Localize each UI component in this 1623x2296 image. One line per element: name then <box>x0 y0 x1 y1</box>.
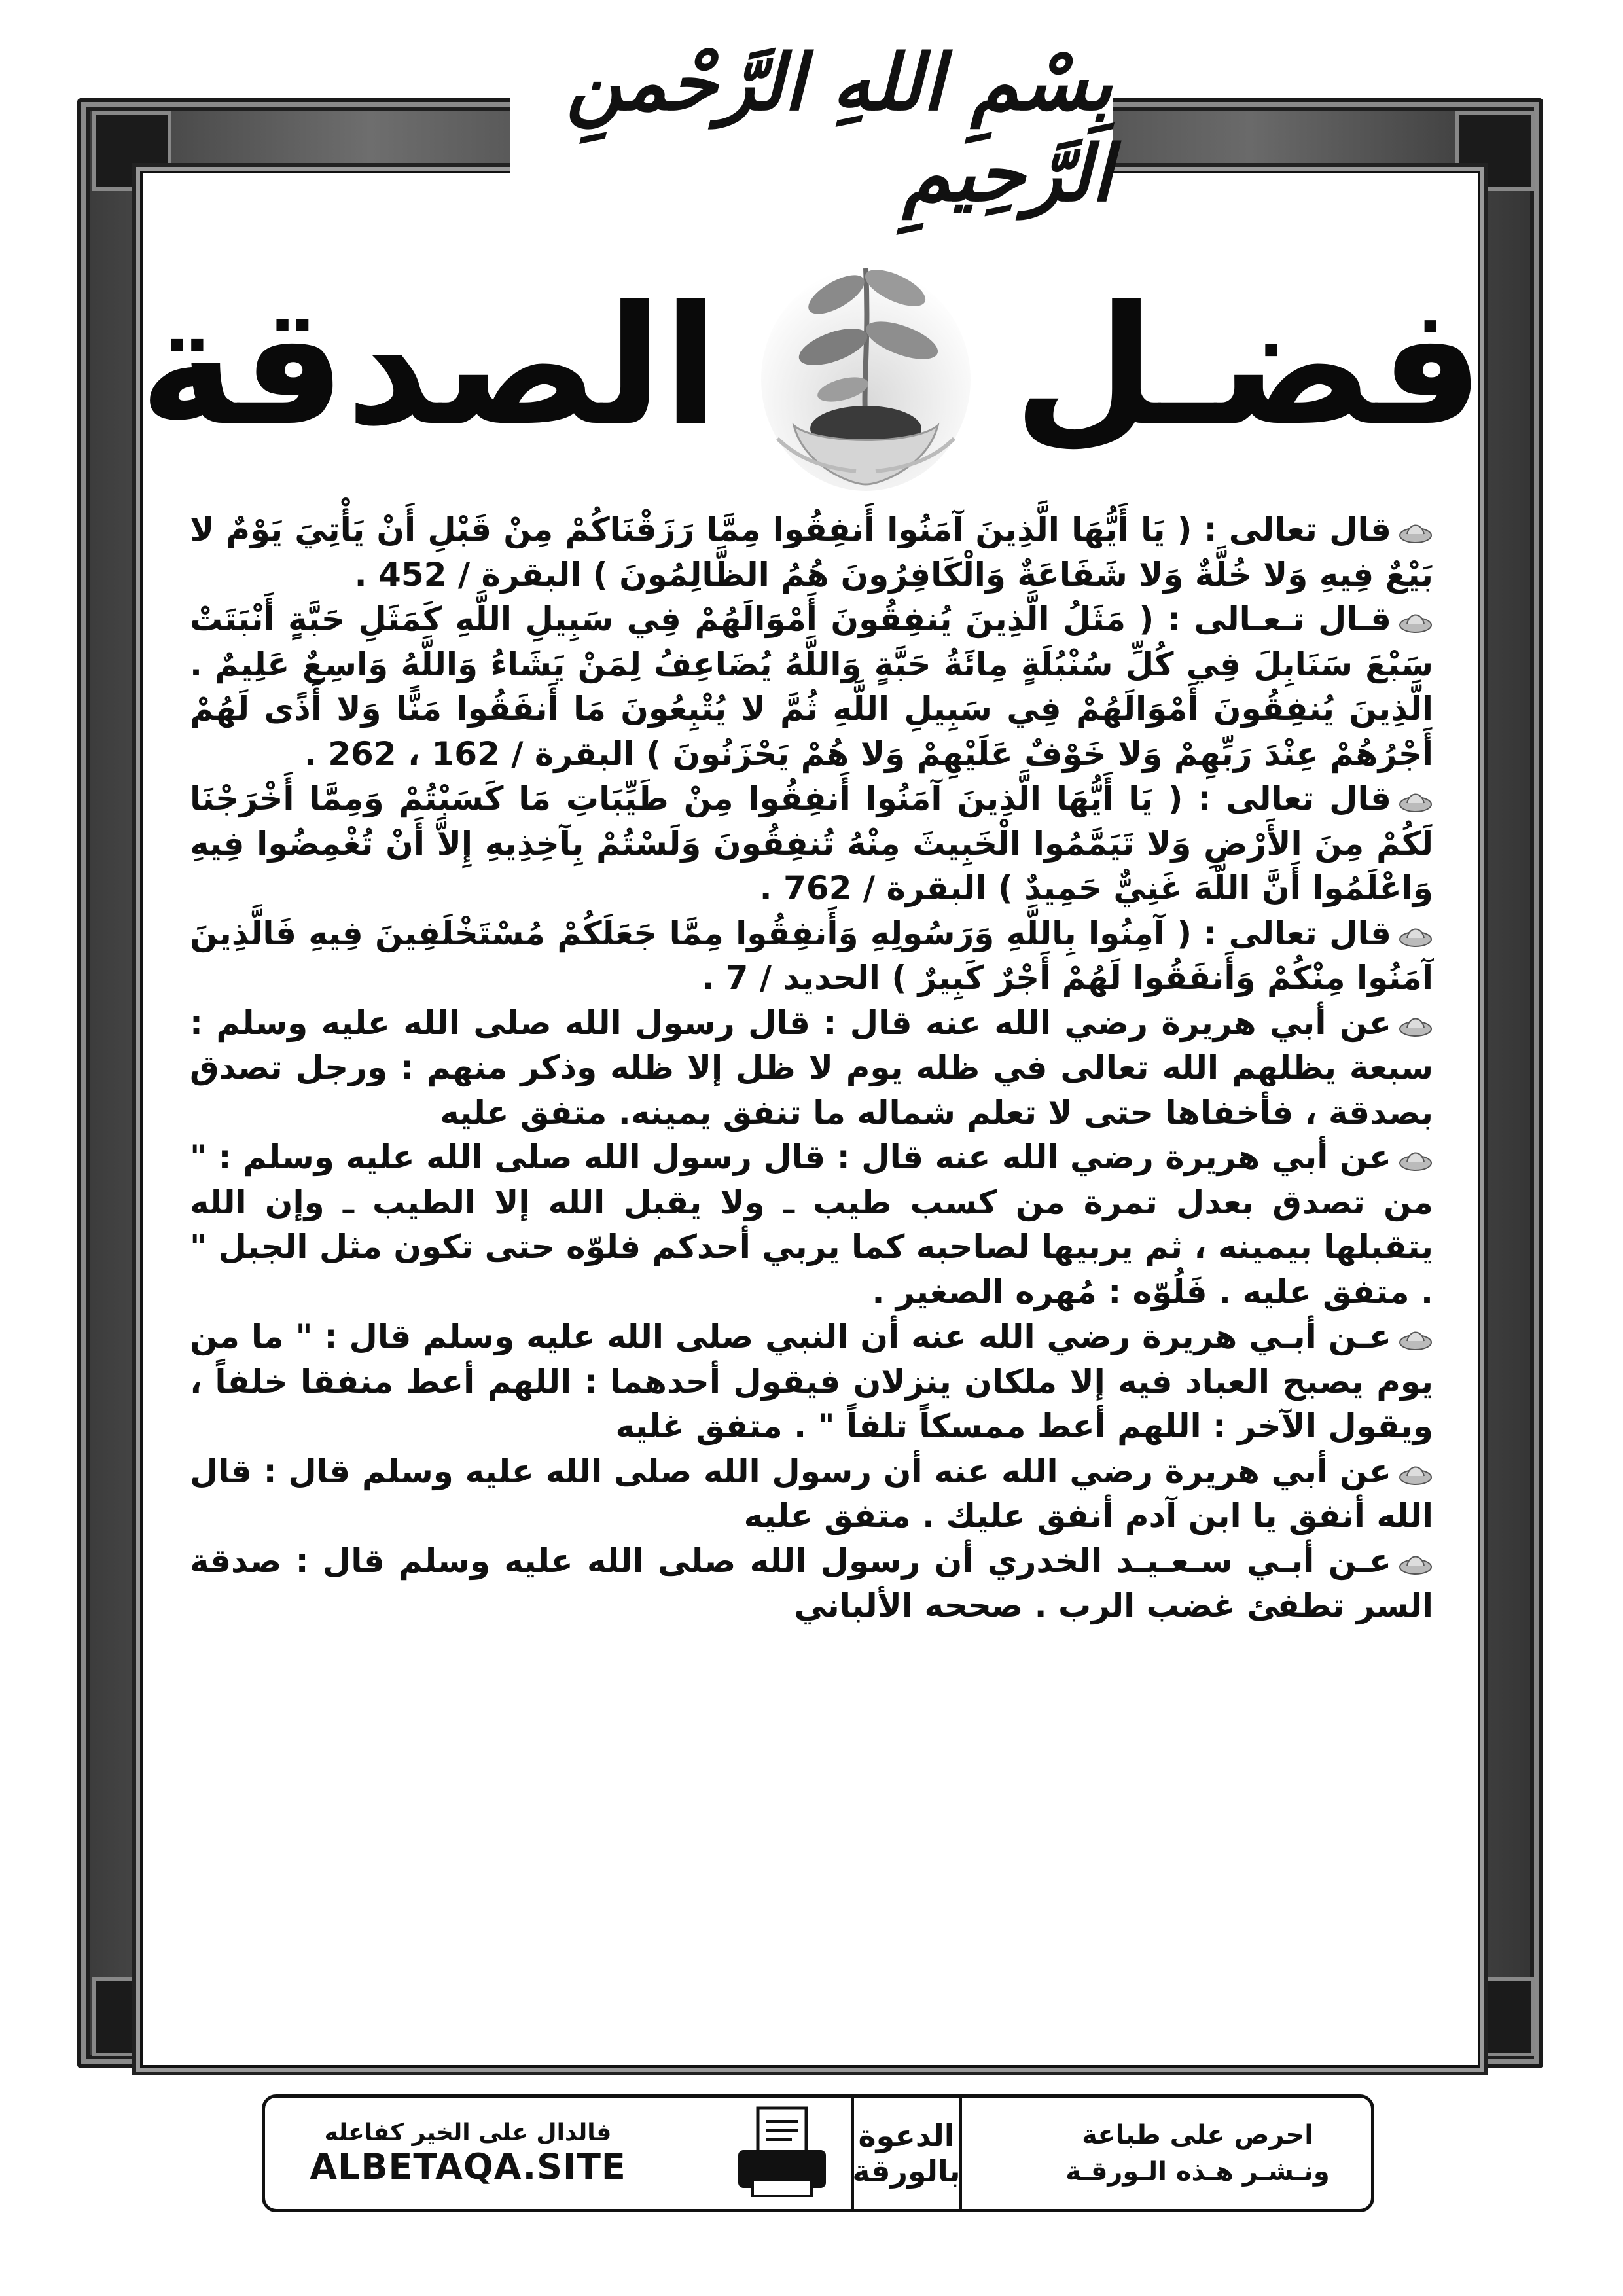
praying-hands-icon <box>1398 1453 1433 1482</box>
brand-line2: بالورقة <box>852 2153 961 2189</box>
brand-logo <box>851 2094 962 2212</box>
footer-center <box>733 2094 962 2212</box>
title-word-fadl: فضـل <box>1013 271 1484 461</box>
footer-print-line2: ونـشـر هـذه الـورقـة <box>1065 2157 1330 2187</box>
title-word-sadaqa: الصدقة <box>139 271 719 461</box>
praying-hands-icon <box>1398 1543 1433 1571</box>
paragraph <box>190 1539 1433 1628</box>
paragraph-text: قال تعالى : ( يَا أَيُّهَا الَّذِينَ آمَنُوا أَنفِقُوا مِمَّا رَزَقْنَاكُمْ مِنْ قَبْلِ أَنْ يَأْتِيَ يَوْمٌ لا بَيْعٌ فِيهِ وَلا خُلَّةٌ وَلا شَفَاعَةٌ وَالْكَافِرُونَ هُمُ الظَّالِمُونَ ) البقرة / 452 . <box>190 511 1433 594</box>
brand-line1: الدعوة <box>858 2118 955 2153</box>
praying-hands-icon <box>1398 601 1433 630</box>
footer-print-line1: احرص على طباعة <box>1082 2120 1313 2150</box>
praying-hands-icon <box>1398 780 1433 809</box>
praying-hands-icon <box>1398 915 1433 944</box>
paragraph-text: قال تعالى : ( آمِنُوا بِاللَّهِ وَرَسُولِهِ وَأَنفِقُوا مِمَّا جَعَلَكُمْ مُسْتَخْلَفِينَ فِيهِ فَالَّذِينَ آمَنُوا مِنْكُمْ وَأَنفَقُوا لَهُمْ أَجْرٌ كَبِيرٌ ) الحديد / 7 . <box>190 914 1433 997</box>
footer-site <box>298 2119 638 2187</box>
praying-hands-icon <box>1398 1139 1433 1168</box>
footer-saying: فالدال على الخير كفاعله <box>324 2119 612 2146</box>
paragraph-text: عن أبي هريرة رضي الله عنه قال : قال رسول الله صلى الله عليه وسلم : " من تصدق بعدل تمرة من كسب طيب ـ ولا يقبل الله إلا الطيب ـ وإن الله يتقبلها بيمينه ، ثم يربيها لصاحبه كما يربي أحدكم فلوّه حتى تكون مثل الجبل " . متفق عليه . فَلُوّه : مُهره الصغير . <box>190 1138 1433 1311</box>
paragraph <box>190 776 1433 911</box>
paragraph-text: عن أبي هريرة رضي الله عنه قال : قال رسول الله صلى الله عليه وسلم : سبعة يظلهم الله تعالى في ظله يوم لا ظل إلا ظله وذكر منهم : ورجل تصدق بصدقة ، فأخفاها حتى لا تعلم شماله ما تنفق يمينه. متفق عليه <box>190 1003 1433 1132</box>
paragraph-text: عن أبي هريرة رضي الله عنه أن رسول الله صلى الله عليه وسلم قال : قال الله أنفق يا ابن آدم أنفق عليك . متفق عليه <box>190 1452 1433 1535</box>
paragraph-text: قال تعالى : ( يَا أَيُّهَا الَّذِينَ آمَنُوا أَنفِقُوا مِنْ طَيِّبَاتِ مَا كَسَبْتُمْ وَمِمَّا أَخْرَجْنَا لَكُمْ مِنَ الأَرْضِ وَلا تَيَمَّمُوا الْخَبِيثَ مِنْهُ تُنفِقُونَ وَلَسْتُمْ بِآخِذِيهِ إِلاَّ أَنْ تُغْمِضُوا فِيهِ وَاعْلَمُوا أَنَّ اللَّهَ غَنِيٌّ حَمِيدٌ ) البقرة / 762 . <box>190 780 1433 907</box>
paragraph <box>190 597 1433 776</box>
footer-print-note <box>1057 2117 1338 2190</box>
paragraph-text: عـن أبـي سـعـيـد الخدري أن رسول الله صلى الله عليه وسلم قال : صدقة السر تطفئ غضب الرب . صححه الألباني <box>190 1541 1433 1624</box>
praying-hands-icon <box>1398 511 1433 540</box>
paragraph-text: عـن أبـي هريرة رضي الله عنه أن النبي صلى الله عليه وسلم قال : " ما من يوم يصبح العباد فيه إلا ملكان ينزلان فيقول أحدهما : اللهم أعط منفقا خلفاً ، ويقول الآخر : اللهم أعط ممسكاً تلفاً " . متفق غليه <box>190 1318 1433 1445</box>
footer-box <box>262 2094 1374 2212</box>
paragraph <box>190 507 1433 597</box>
basmala-calligraphy: بِسْمِ اللهِ الرَّحْمنِ الرَّحِيمِ <box>510 39 1113 216</box>
praying-hands-icon <box>1398 1005 1433 1033</box>
paragraph <box>190 911 1433 1001</box>
praying-hands-icon <box>1398 1318 1433 1347</box>
paragraph-text: قـال تـعـالى : ( مَثَلُ الَّذِينَ يُنفِقُونَ أَمْوَالَهُمْ فِي سَبِيلِ اللَّهِ كَمَثَلِ حَبَّةٍ أَنْبَتَتْ سَبْعَ سَنَابِلَ فِي كُلِّ سُنْبُلَةٍ مِائَةُ حَبَّةٍ وَاللَّهُ يُضَاعِفُ لِمَنْ يَشَاءُ وَاللَّهُ وَاسِعٌ عَلِيمٌ . الَّذِينَ يُنفِقُونَ أَمْوَالَهُمْ فِي سَبِيلِ اللَّهِ ثُمَّ لا يُتْبِعُونَ مَا أَنفَقُوا مَنًّا وَلا أَذًى لَهُمْ أَجْرُهُمْ عِنْدَ رَبِّهِمْ وَلا خَوْفٌ عَلَيْهِمْ وَلا هُمْ يَحْزَنُونَ ) البقرة / 162 ، 262 . <box>190 600 1433 773</box>
page-title <box>139 236 1484 497</box>
paragraph <box>190 1135 1433 1314</box>
sprout-in-hands-icon <box>758 242 974 491</box>
article-body <box>190 507 1433 2072</box>
paragraph <box>190 1001 1433 1136</box>
paragraph <box>190 1314 1433 1449</box>
footer-website: ALBETAQA.SITE <box>310 2146 626 2187</box>
paragraph <box>190 1449 1433 1539</box>
printer-icon <box>733 2103 831 2204</box>
